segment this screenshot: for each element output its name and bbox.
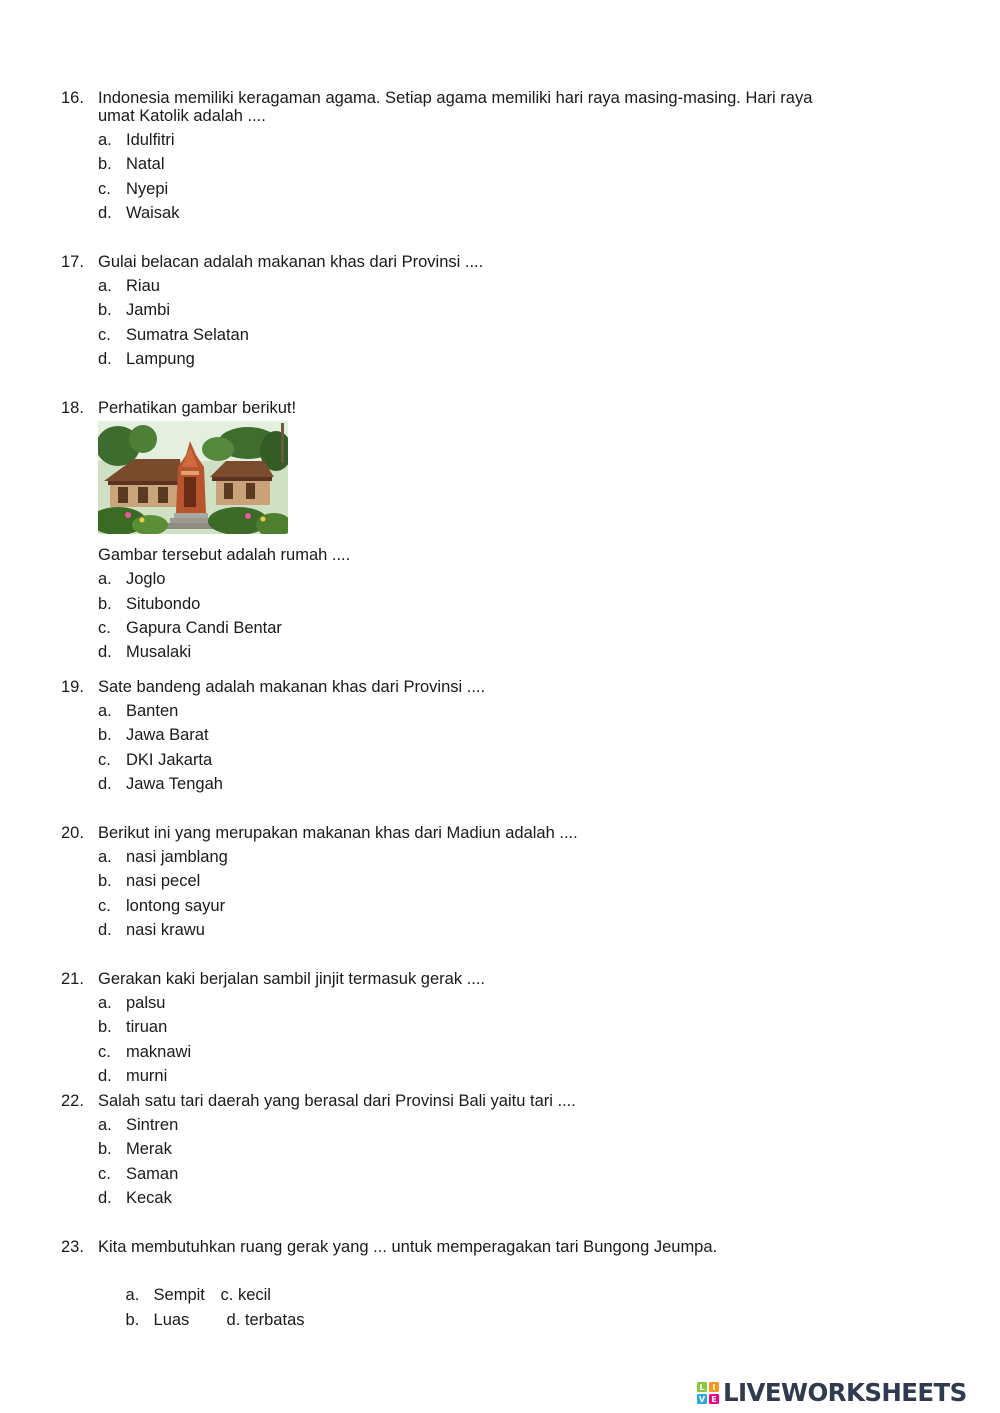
svg-text:E: E: [711, 1395, 717, 1404]
option-c[interactable]: c. Gapura Candi Bentar: [98, 618, 282, 637]
question-22: [61, 1089, 841, 1210]
question-line: umat Katolik adalah ....: [98, 107, 266, 125]
option-c[interactable]: c. maknawi: [98, 1042, 192, 1061]
question-line: Gerakan kaki berjalan sambil jinjit termasuk gerak ....: [98, 970, 485, 988]
question-23: [61, 1235, 841, 1329]
question-number: 19.: [61, 678, 84, 696]
option-list: [98, 991, 841, 1088]
option-a[interactable]: a. palsu: [98, 994, 166, 1012]
option-a[interactable]: a. nasi jamblang: [98, 848, 228, 866]
svg-text:L: L: [699, 1383, 705, 1392]
option-a[interactable]: a. Joglo: [98, 570, 166, 589]
option-c-text[interactable]: kecil: [237, 1286, 271, 1305]
question-17: [61, 250, 841, 371]
option-list: [98, 1113, 841, 1210]
question-line: Kita membutuhkan ruang gerak yang ... untuk memperagakan tari Bungong Jeumpa.: [98, 1238, 718, 1256]
question-line: Berikut ini yang merupakan makanan khas dari Madiun adalah ....: [98, 824, 578, 842]
option-row: [98, 1259, 841, 1305]
option-b[interactable]: b. Natal: [98, 155, 165, 174]
option-c[interactable]: c. Nyepi: [98, 179, 169, 198]
option-a[interactable]: a. Sintren: [98, 1116, 179, 1134]
question-text: [98, 86, 841, 128]
option-c[interactable]: c. Sumatra Selatan: [98, 325, 249, 344]
option-b[interactable]: b. tiruan: [98, 1018, 168, 1037]
option-c[interactable]: c. DKI Jakarta: [98, 750, 213, 769]
option-list: [98, 567, 841, 664]
option-d[interactable]: d. Musalaki: [98, 643, 192, 662]
option-d[interactable]: d. nasi krawu: [98, 920, 205, 939]
question-19: [61, 675, 841, 796]
liveworksheets-logo: [697, 1378, 993, 1408]
option-d[interactable]: d. Lampung: [98, 349, 195, 368]
liveworksheets-mark-icon: [697, 1382, 719, 1404]
question-line: Indonesia memiliki keragaman agama. Setiap agama memiliki hari raya masing-masing. Hari raya: [98, 89, 813, 107]
option-d[interactable]: d. Jawa Tengah: [98, 774, 223, 793]
option-b[interactable]: b. Jawa Barat: [98, 726, 209, 745]
option-list: [98, 699, 841, 796]
question-number: 16.: [61, 89, 84, 107]
question-line: Gulai belacan adalah makanan khas dari Provinsi ....: [98, 253, 484, 271]
question-16: [61, 86, 841, 225]
option-a-letter[interactable]: a.: [125, 1286, 140, 1305]
option-c-letter[interactable]: c.: [220, 1286, 234, 1305]
option-a[interactable]: a. Idulfitri: [98, 131, 175, 149]
brand-name: LIVEWORKSHEETS: [723, 1378, 967, 1407]
option-a[interactable]: a. Riau: [98, 277, 160, 295]
option-d-letter[interactable]: d.: [226, 1310, 241, 1329]
option-b[interactable]: b. nasi pecel: [98, 872, 201, 891]
option-b[interactable]: b. Merak: [98, 1140, 172, 1159]
question-text: [98, 250, 841, 274]
option-a[interactable]: a. Banten: [98, 702, 179, 720]
question-number: 18.: [61, 399, 84, 417]
question-21: [61, 967, 841, 1088]
balinese-house-image: [98, 421, 288, 534]
question-number: 17.: [61, 253, 84, 271]
option-d[interactable]: d. Waisak: [98, 203, 180, 222]
option-list: [98, 128, 841, 225]
option-d[interactable]: d. Kecak: [98, 1188, 172, 1207]
option-list: [98, 1259, 841, 1329]
option-d[interactable]: d. murni: [98, 1066, 168, 1085]
svg-text:I: I: [712, 1383, 716, 1392]
option-b-letter[interactable]: b.: [125, 1310, 140, 1329]
question-text: [98, 1089, 841, 1113]
question-line: Salah satu tari daerah yang berasal dari Provinsi Bali yaitu tari ....: [98, 1092, 576, 1110]
question-text: [98, 967, 841, 991]
question-line: Perhatikan gambar berikut!: [98, 399, 297, 417]
option-b[interactable]: b. Situbondo: [98, 594, 201, 613]
question-number: 21.: [61, 970, 84, 988]
option-d-text[interactable]: terbatas: [244, 1310, 305, 1329]
question-number: 22.: [61, 1092, 84, 1110]
question-number: 20.: [61, 824, 84, 842]
question-subtext: Gambar tersebut adalah rumah ....: [98, 546, 351, 565]
option-b-text[interactable]: Luas: [153, 1310, 190, 1329]
question-text: [98, 821, 841, 845]
option-a-text[interactable]: Sempit: [153, 1286, 205, 1305]
question-text: [98, 1235, 841, 1259]
option-c[interactable]: c. Saman: [98, 1164, 179, 1183]
option-b[interactable]: b. Jambi: [98, 301, 171, 320]
question-number: 23.: [61, 1238, 84, 1256]
question-text: [98, 675, 841, 699]
question-text: [98, 396, 841, 420]
option-list: [98, 845, 841, 942]
question-18: [61, 396, 841, 664]
question-20: [61, 821, 841, 942]
question-line: Sate bandeng adalah makanan khas dari Provinsi ....: [98, 678, 486, 696]
option-list: [98, 274, 841, 371]
svg-text:V: V: [698, 1395, 706, 1404]
option-c[interactable]: c. lontong sayur: [98, 896, 226, 915]
